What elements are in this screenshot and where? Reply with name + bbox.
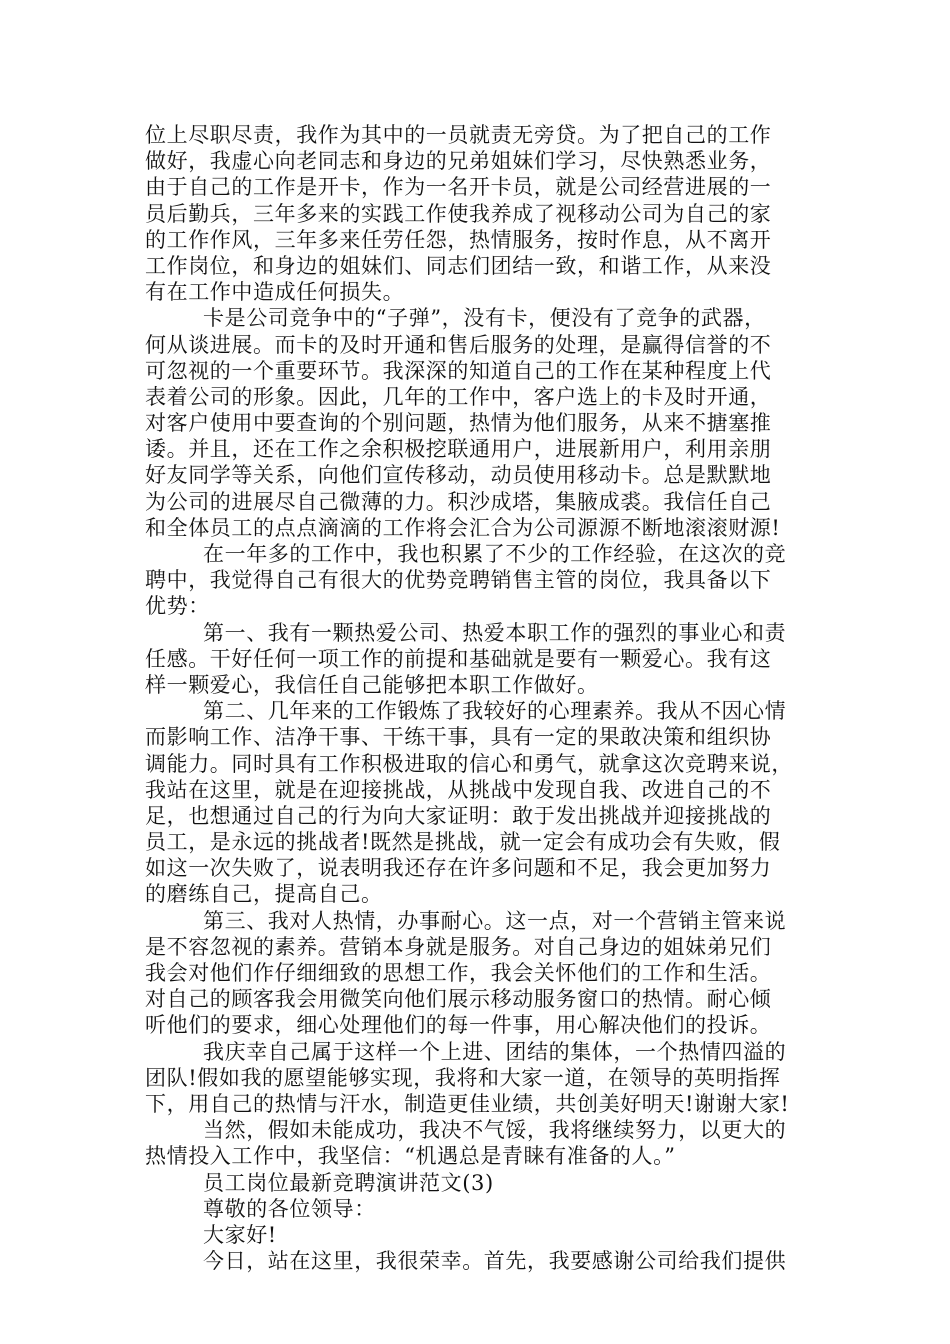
text-line: 聘中，我觉得自己有很大的优势竞聘销售主管的岗位，我具备以下	[145, 568, 772, 593]
text-line: 第一、我有一颗热爱公司、热爱本职工作的强烈的事业心和责	[203, 620, 787, 645]
text-line: 第三、我对人热情，办事耐心。这一点，对一个营销主管来说	[203, 908, 787, 933]
text-line: 有在工作中造成任何损失。	[145, 280, 405, 305]
text-line: 由于自己的工作是开卡，作为一名开卡员，就是公司经营进展的一	[145, 175, 772, 200]
text-line: 热情投入工作中，我坚信：“机遇总是青睐有准备的人。”	[145, 1144, 676, 1169]
text-line: 任感。干好任何一项工作的前提和基础就是要有一颗爱心。我有这	[145, 646, 772, 671]
text-line: 的磨练自己，提高自己。	[145, 882, 383, 907]
text-line: 和全体员工的点点滴滴的工作将会汇合为公司源源不断地滚滚财源!	[145, 515, 781, 540]
text-line: 在一年多的工作中，我也积累了不少的工作经验，在这次的竞	[203, 542, 787, 566]
text-line: 优势：	[145, 594, 210, 619]
text-line: 位上尽职尽责，我作为其中的一员就责无旁贷。为了把自己的工作	[145, 123, 772, 147]
text-line: 好友同学等关系，向他们宣传移动，动员使用移动卡。总是默默地	[145, 463, 772, 488]
text-line: 工作岗位，和身边的姐妹们、同志们团结一致，和谐工作，从来没	[145, 253, 772, 278]
text-line: 员工岗位最新竞聘演讲范文(3)	[203, 1170, 494, 1195]
text-line: 为公司的进展尽自己微薄的力。积沙成塔，集腋成裘。我信任自己	[145, 489, 772, 514]
text-line: 团队!假如我的愿望能够实现，我将和大家一道，在领导的英明指挥	[145, 1065, 781, 1090]
text-line: 员后勤兵，三年多来的实践工作使我养成了视移动公司为自己的家	[145, 201, 772, 226]
text-line: 我会对他们作仔细细致的思想工作，我会关怀他们的工作和生活。	[145, 961, 772, 985]
text-line: 诿。并且，还在工作之余积极挖联通用户，进展新用户，利用亲朋	[145, 437, 772, 462]
text-line: 如这一次失败了，说表明我还存在许多问题和不足，我会更加努力	[145, 856, 772, 881]
text-line: 员工，是永远的挑战者!既然是挑战，就一定会有成功会有失败，假	[145, 830, 781, 855]
text-line: 对客户使用中要查询的个别问题，热情为他们服务，从来不搪塞推	[145, 411, 772, 436]
text-line: 对自己的顾客我会用微笑向他们展示移动服务窗口的热情。耐心倾	[145, 987, 772, 1012]
text-line: 足，也想通过自己的行为向大家证明：敢于发出挑战并迎接挑战的	[145, 803, 772, 828]
text-line: 可忽视的一个重要环节。我深深的知道自己的工作在某种程度上代	[145, 358, 772, 383]
text-line: 样一颗爱心，我信任自己能够把本职工作做好。	[145, 672, 599, 697]
text-line: 我庆幸自己属于这样一个上进、团结的集体，一个热情四溢的	[203, 1039, 787, 1064]
text-line: 做好，我虚心向老同志和身边的兄弟姐妹们学习，尽快熟悉业务，	[145, 149, 772, 174]
text-line: 尊敬的各位领导：	[203, 1196, 376, 1221]
text-line: 是不容忽视的素养。营销本身就是服务。对自己身边的姐妹弟兄们	[145, 934, 772, 959]
text-line: 而影响工作、洁净干事、干练干事，具有一定的果敢决策和组织协	[145, 725, 772, 750]
text-line: 何从谈进展。而卡的及时开通和售后服务的处理，是赢得信誉的不	[145, 332, 772, 357]
text-line: 第二、几年来的工作锻炼了我较好的心理素养。我从不因心情	[203, 699, 787, 724]
text-line: 调能力。同时具有工作积极进取的信心和勇气，就拿这次竞聘来说，	[145, 751, 793, 776]
text-line: 表着公司的形象。因此，几年的工作中，客户选上的卡及时开通，	[145, 384, 772, 409]
text-line: 下，用自己的热情与汗水，制造更佳业绩，共创美好明天!谢谢大家!	[145, 1091, 790, 1116]
text-line: 我站在这里，就是在迎接挑战，从挑战中发现自我、改进自己的不	[145, 777, 772, 802]
text-line: 今日，站在这里，我很荣幸。首先，我要感谢公司给我们提供	[203, 1249, 787, 1274]
text-line: 大家好!	[203, 1222, 277, 1247]
text-line: 当然，假如未能成功，我决不气馁，我将继续努力，以更大的	[203, 1118, 787, 1143]
text-line: 卡是公司竞争中的“子弹”，没有卡，便没有了竞争的武器，	[203, 306, 766, 331]
text-line: 听他们的要求，细心处理他们的每一件事，用心解决他们的投诉。	[145, 1013, 772, 1038]
document-body	[145, 122, 815, 1274]
text-line: 的工作作风，三年多来任劳任怨，热情服务，按时作息，从不离开	[145, 227, 772, 252]
